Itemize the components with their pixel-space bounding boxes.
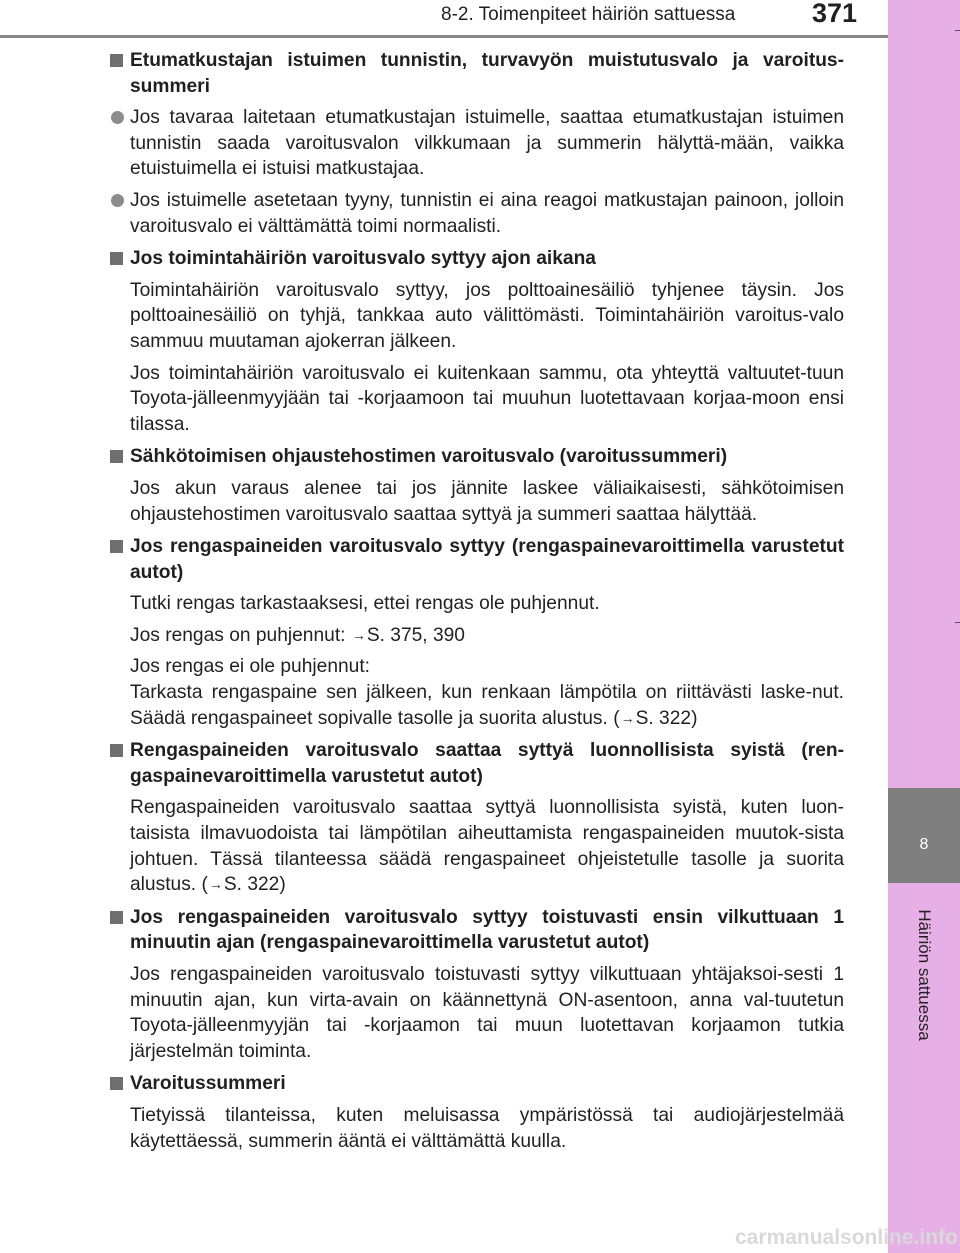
paragraph: Jos akun varaus alenee tai jos jännite laskee väliaikaisesti, sähkötoimisen ohjaustehostimen varoitusvalo saattaa syttyä ja summeri saattaa hälyttää. <box>130 477 844 525</box>
chapter-title: Häiriön sattuessa <box>915 909 934 1041</box>
square-bullet-icon <box>110 911 123 924</box>
paragraph: Jos toimintahäiriön varoitusvalo ei kuitenkaan sammu, ota yhteyttä valtuutet-tuun Toyota-jälleenmyyjään tai -korjaamoon tai muuhun luotettavaan korjaa-moon ensi tilassa. <box>130 362 844 435</box>
section-heading: Varoitussummeri <box>108 1071 844 1097</box>
arrow-right-icon: → <box>620 709 635 726</box>
page-number: 371 <box>812 0 858 28</box>
edge-tick <box>955 30 960 31</box>
paragraph: Tutki rengas tarkastaaksesi, ettei rengas ole puhjennut. <box>130 593 600 615</box>
paragraph: Jos rengaspaineiden varoitusvalo toistuvasti syttyy vilkuttuaan yhtäjaksoi-sesti 1 minuutin ajan, kun virta-avain on käännettynä ON-asentoon, anna val-tuutetun Toyota-jälleenmyyjän tai -korjaamon tai muun luotettavan korjaamon tutkia järjestelmän toiminta. <box>130 964 844 1062</box>
round-bullet-icon <box>111 111 124 124</box>
chapter-number: 8 <box>919 836 929 853</box>
page-reference-link[interactable]: S. 322) <box>635 707 698 729</box>
section-heading: Etumatkustajan istuimen tunnistin, turvavyön muistutusvalo ja varoitus-summeri <box>108 48 844 99</box>
round-bullet-icon <box>111 194 124 207</box>
section-tire-blinking <box>108 905 844 1065</box>
square-bullet-icon <box>110 54 123 67</box>
section-seat-sensor <box>108 48 844 239</box>
bullet-item: Jos istuimelle asetetaan tyyny, tunnistin ei aina reagoi matkustajan painoon, jolloin varoitusvalo ei välttämättä toimi normaalisti. <box>108 188 844 239</box>
square-bullet-icon <box>110 450 123 463</box>
edge-tick <box>955 622 960 623</box>
chapter-side-tab <box>888 0 960 1253</box>
section-heading: Sähkötoimisen ohjaustehostimen varoitusvalo (varoitussummeri) <box>108 444 844 470</box>
section-heading: Rengaspaineiden varoitusvalo saattaa syttyä luonnollisista syistä (ren-gaspainevaroittimella varustetut autot) <box>108 738 844 789</box>
manual-content <box>108 48 844 1161</box>
paragraph: Jos rengas on puhjennut: →S. 375, 390 <box>108 623 844 649</box>
section-power-steering-light <box>108 444 844 527</box>
square-bullet-icon <box>110 1077 123 1090</box>
section-warning-buzzer <box>108 1071 844 1154</box>
page-reference-link[interactable]: S. 322) <box>223 874 286 896</box>
page-reference-link[interactable]: S. 375, 390 <box>366 624 465 646</box>
arrow-right-icon: → <box>208 876 223 893</box>
chapter-number-box <box>888 788 960 883</box>
section-malfunction-light <box>108 246 844 437</box>
section-tire-pressure-light <box>108 534 844 731</box>
arrow-right-icon: → <box>351 626 366 643</box>
square-bullet-icon <box>110 744 123 757</box>
chapter-side-label <box>888 895 960 1060</box>
header-divider <box>0 35 888 38</box>
square-bullet-icon <box>110 540 123 553</box>
square-bullet-icon <box>110 252 123 265</box>
bullet-item: Jos tavaraa laitetaan etumatkustajan istuimelle, saattaa etumatkustajan istuimen tunnistin saada varoitusvalon vilkkumaan ja summerin hälyttä-mään, vaikka etuistuimella ei istuisi matkustajaa. <box>108 105 844 182</box>
paragraph: Rengaspaineiden varoitusvalo saattaa syttyä luonnollisista syistä, kuten luon-taisista ilmavuodoista tai lämpötilan aiheuttamista rengaspaineiden muutok-sista johtuen. Tässä tilanteessa säädä rengaspaineet ohjeistetulle tasolle ja suorita alustus. (→S. 322) <box>108 795 844 897</box>
running-header: 8-2. Toimenpiteet häiriön sattuessa <box>441 4 736 25</box>
section-heading: Jos rengaspaineiden varoitusvalo syttyy (rengaspainevaroittimella varustetut autot) <box>108 534 844 585</box>
paragraph: Tietyissä tilanteissa, kuten meluisassa ympäristössä tai audiojärjestelmää käytettäessä, summerin ääntä ei välttämättä kuulla. <box>130 1104 844 1152</box>
footer-watermark: carmanualsonline.info <box>735 1226 958 1249</box>
section-heading: Jos toimintahäiriön varoitusvalo syttyy ajon aikana <box>108 246 844 272</box>
paragraph: Jos rengas ei ole puhjennut: Tarkasta rengaspaine sen jälkeen, kun renkaan lämpötila on riittävästi laske-nut. Säädä rengaspaineet sopivalle tasolle ja suorita alustus. (→S. 322) <box>108 654 844 731</box>
section-heading: Jos rengaspaineiden varoitusvalo syttyy toistuvasti ensin vilkuttuaan 1 minuutin ajan (rengaspainevaroittimella varustetut autot) <box>108 905 844 956</box>
section-tire-natural-causes <box>108 738 844 898</box>
paragraph: Toimintahäiriön varoitusvalo syttyy, jos polttoainesäiliö tyhjenee täysin. Jos polttoainesäiliö on tyhjä, tankkaa auto välittömästi. Toimintahäiriön varoitus-valo sammuu muutaman ajokerran jälkeen. <box>130 279 844 352</box>
